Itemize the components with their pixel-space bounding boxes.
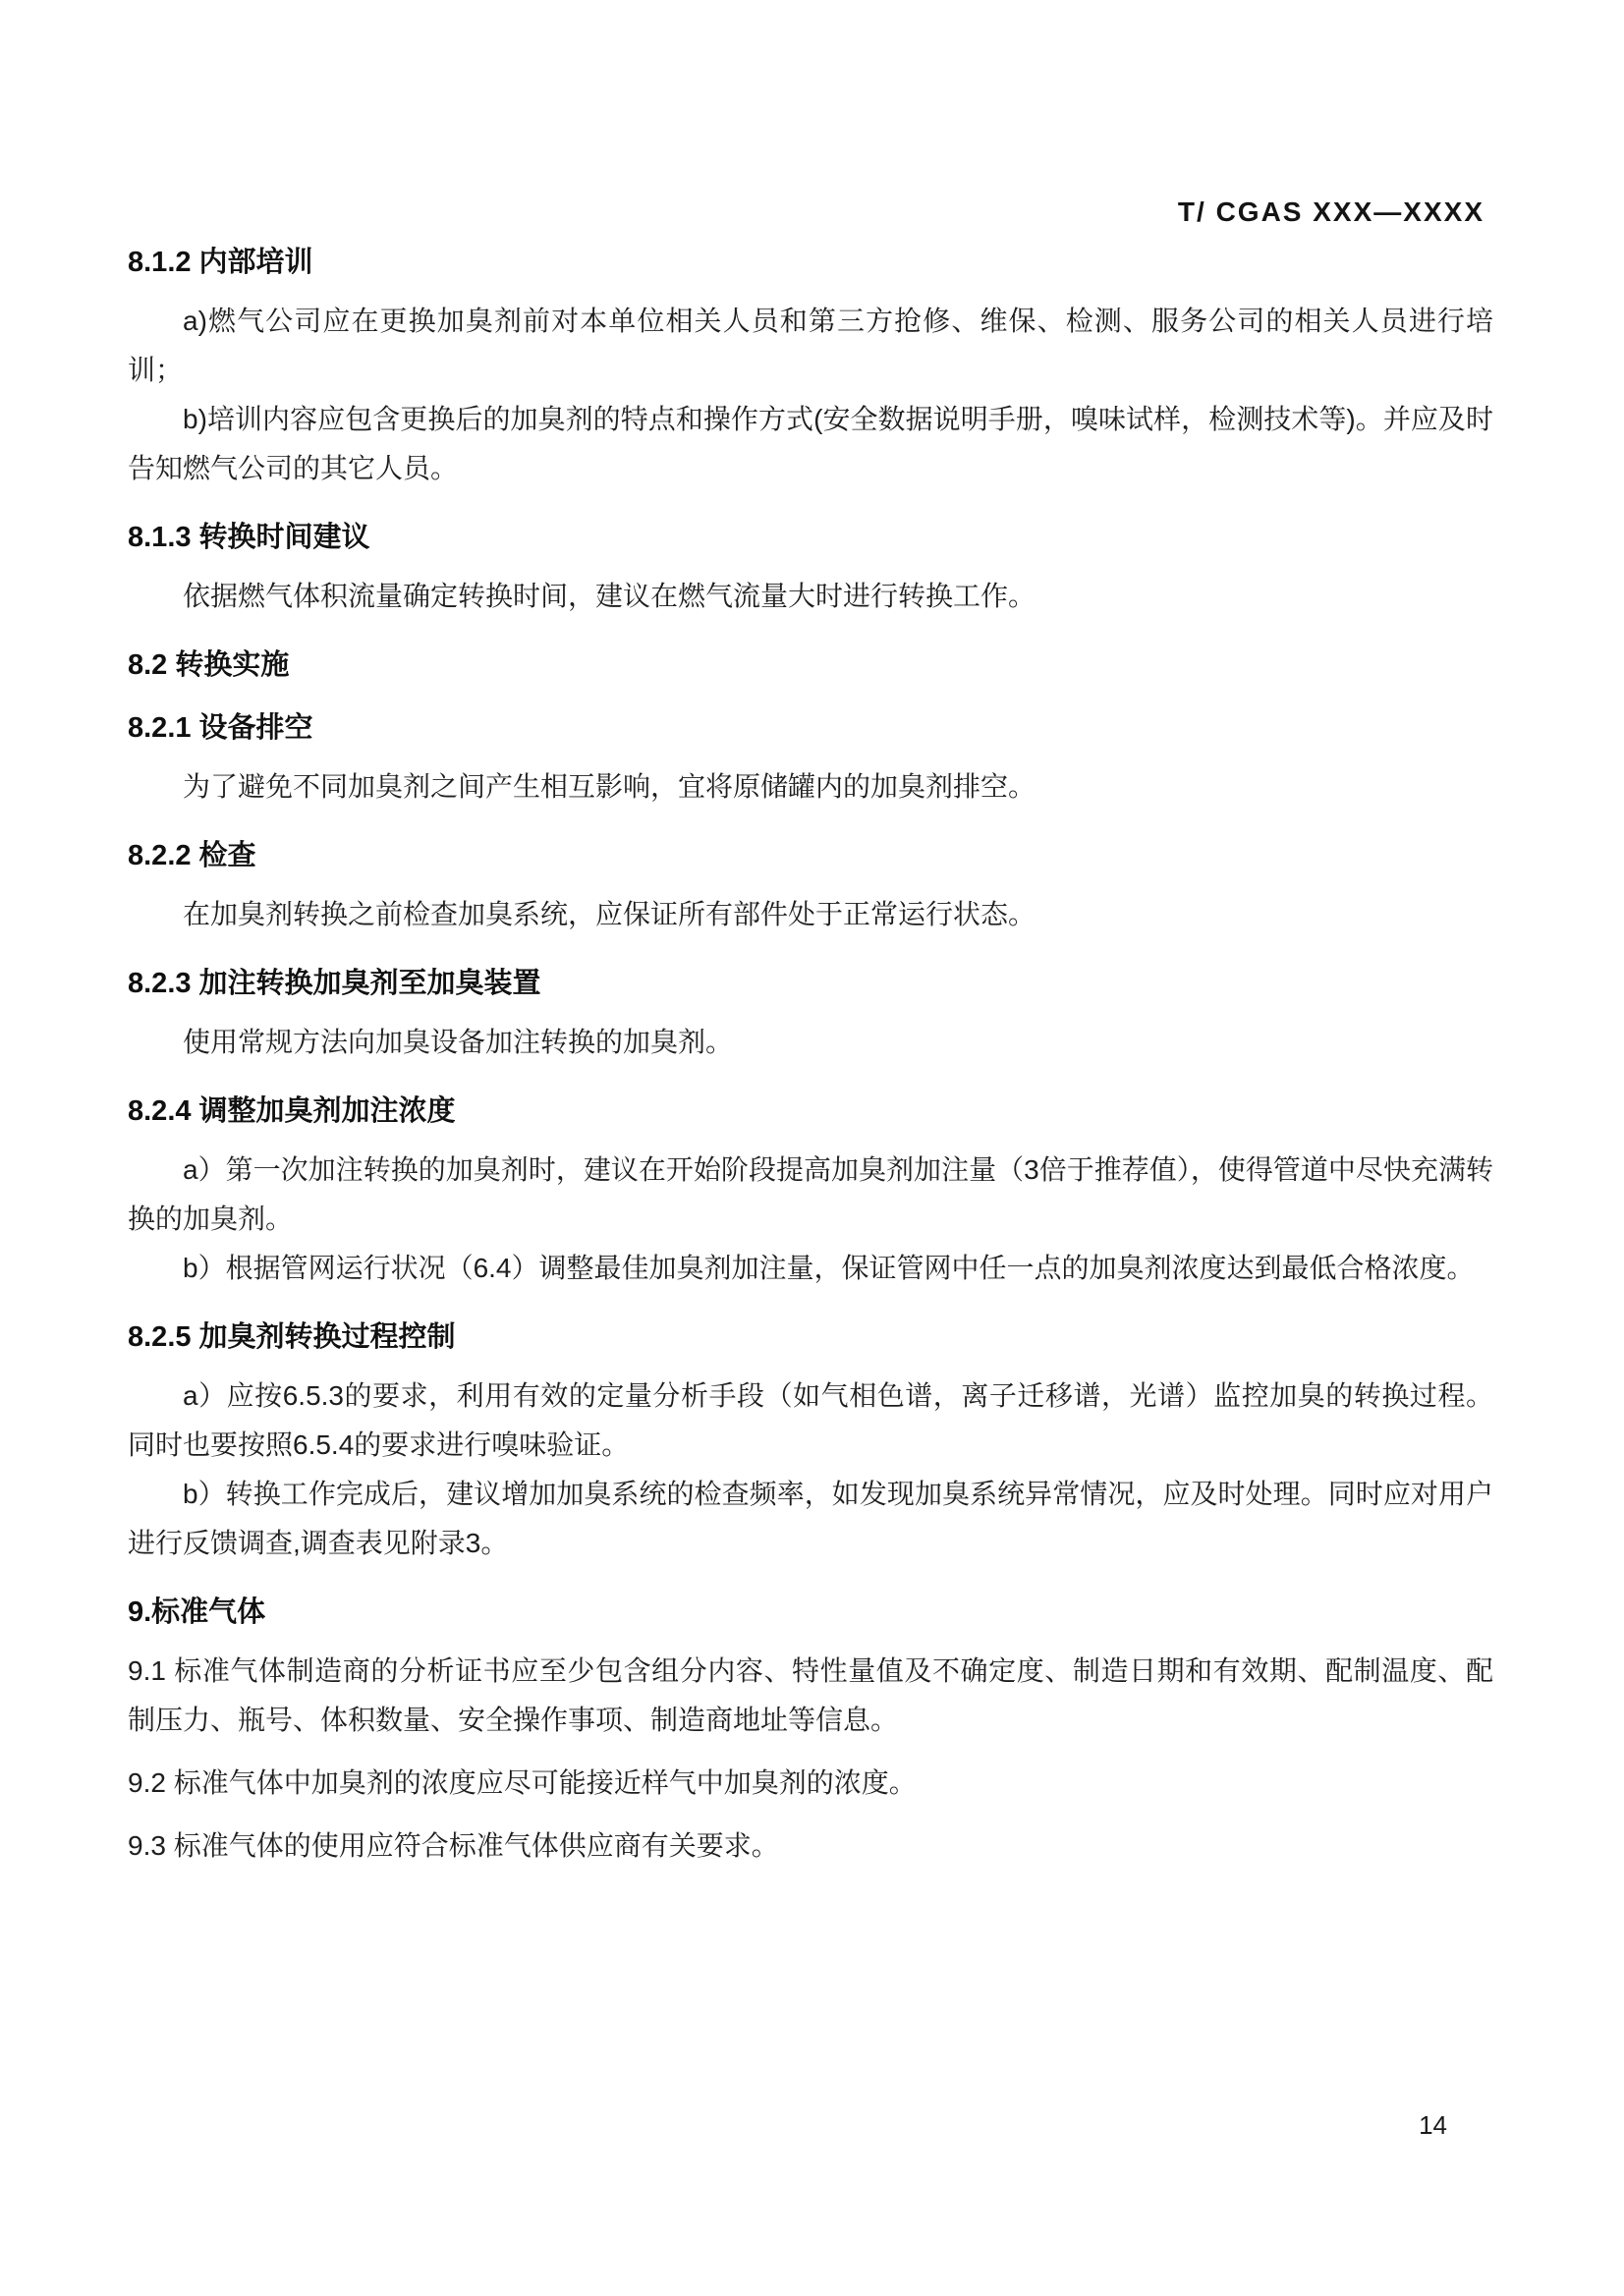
section-heading: 9.标准气体 [128,1596,266,1628]
section-heading: 8.2.5 加臭剂转换过程控制 [128,1321,456,1353]
paragraph: 使用常规方法向加臭设备加注转换的加臭剂。 [183,1027,734,1057]
doc-number: T/ CGAS XXX—XXXX [1177,196,1484,227]
paragraph: b）转换工作完成后，建议增加加臭系统的检查频率，如发现加臭系统异常情况，应及时处理。同时应对用户进行反馈调查,调查表见附录3。 [128,1479,1493,1558]
section-heading: 8.2.2 检查 [128,840,256,871]
page-number: 14 [1419,2110,1447,2140]
section-heading: 8.1.2 内部培训 [128,247,313,278]
paragraph: a）应按6.5.3的要求，利用有效的定量分析手段（如气相色谱，离子迁移谱，光谱）监控加臭的转换过程。同时也要按照6.5.4的要求进行嗅味验证。 [128,1380,1493,1460]
page-header [128,196,1484,228]
section-heading: 8.2.1 设备排空 [128,712,313,744]
paragraph: 依据燃气体积流量确定转换时间，建议在燃气流量大时进行转换工作。 [183,581,1036,611]
section-heading: 8.2.3 加注转换加臭剂至加臭装置 [128,968,541,999]
section-heading: 8.2.4 调整加臭剂加注浓度 [128,1095,456,1127]
paragraph: 9.3 标准气体的使用应符合标准气体供应商有关要求。 [128,1830,779,1861]
paragraph: a）第一次加注转换的加臭剂时，建议在开始阶段提高加臭剂加注量（3倍于推荐值），使得管道中尽快充满转换的加臭剂。 [128,1154,1493,1234]
paragraph: b）根据管网运行状况（6.4）调整最佳加臭剂加注量，保证管网中任一点的加臭剂浓度达到最低合格浓度。 [183,1253,1475,1283]
paragraph: 为了避免不同加臭剂之间产生相互影响，宜将原储罐内的加臭剂排空。 [183,771,1036,802]
document-content [128,244,1493,1871]
paragraph: b)培训内容应包含更换后的加臭剂的特点和操作方式(安全数据说明手册，嗅味试样，检测技术等)。并应及时告知燃气公司的其它人员。 [128,404,1493,483]
paragraph: 9.2 标准气体中加臭剂的浓度应尽可能接近样气中加臭剂的浓度。 [128,1767,917,1798]
paragraph: 在加臭剂转换之前检查加臭系统，应保证所有部件处于正常运行状态。 [183,899,1036,929]
page-footer [1419,2110,1447,2141]
section-heading: 8.2 转换实施 [128,649,290,681]
section-heading: 8.1.3 转换时间建议 [128,522,370,553]
paragraph: 9.1 标准气体制造商的分析证书应至少包含组分内容、特性量值及不确定度、制造日期和有效期、配制温度、配制压力、瓶号、体积数量、安全操作事项、制造商地址等信息。 [128,1655,1493,1735]
paragraph: a)燃气公司应在更换加臭剂前对本单位相关人员和第三方抢修、维保、检测、服务公司的相关人员进行培训； [128,306,1493,385]
